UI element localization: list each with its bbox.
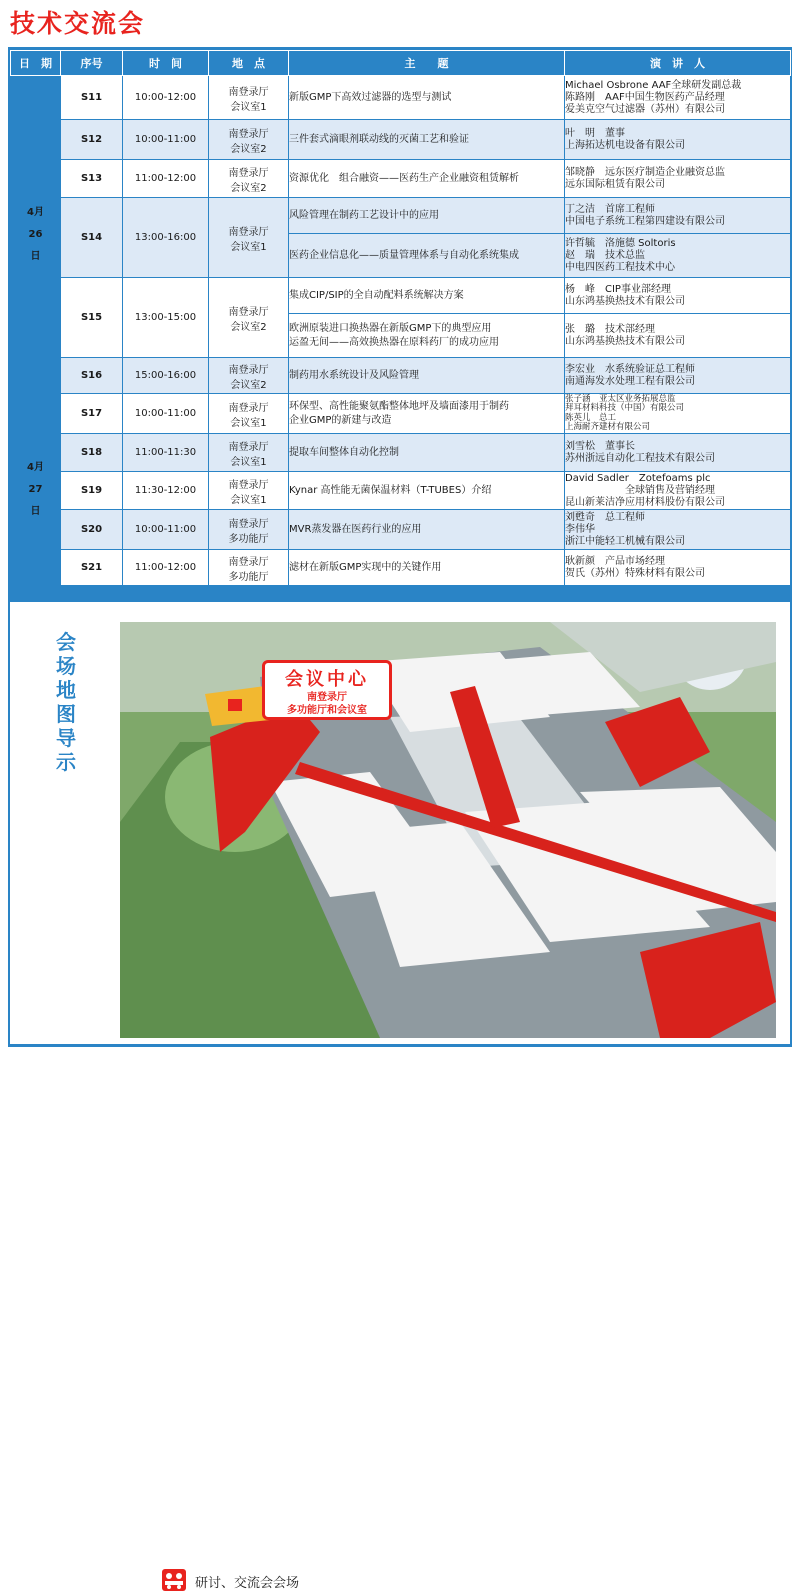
session-room: 南登录厅 会议室1 bbox=[209, 434, 289, 472]
table-row bbox=[11, 160, 791, 198]
session-topic: 提取车间整体自动化控制 bbox=[289, 434, 565, 472]
session-room: 南登录厅 多功能厅 bbox=[209, 550, 289, 586]
table-row bbox=[11, 120, 791, 160]
session-topic: 滤材在新版GMP实现中的关键作用 bbox=[289, 550, 565, 586]
session-room: 南登录厅 会议室1 bbox=[209, 76, 289, 120]
session-time: 11:00-11:30 bbox=[123, 434, 209, 472]
session-time: 11:00-12:00 bbox=[123, 160, 209, 198]
session-topic: 集成CIP/SIP的全自动配料系统解决方案 bbox=[289, 278, 565, 314]
session-speaker: 张子涵 亚太区业务拓展总监 拜耳材料科技（中国）有限公司 陈英儿 总工 上海耐齐建材有限公司 bbox=[565, 394, 791, 434]
session-code: S13 bbox=[61, 160, 123, 198]
session-code: S18 bbox=[61, 434, 123, 472]
session-code: S16 bbox=[61, 358, 123, 394]
meeting-room-icon bbox=[161, 1568, 187, 1596]
session-room: 南登录厅 会议室1 bbox=[209, 198, 289, 278]
date-cell-day1: 4月26日 bbox=[11, 76, 61, 394]
session-time: 10:00-11:00 bbox=[123, 394, 209, 434]
table-row bbox=[11, 394, 791, 434]
table-row bbox=[11, 278, 791, 314]
session-code: S12 bbox=[61, 120, 123, 160]
callout-title: 会议中心 bbox=[285, 669, 369, 690]
session-time: 13:00-16:00 bbox=[123, 198, 209, 278]
table-row bbox=[11, 76, 791, 120]
session-room: 南登录厅 会议室2 bbox=[209, 160, 289, 198]
table-row bbox=[11, 358, 791, 394]
session-topic: 医药企业信息化——质量管理体系与自动化系统集成 bbox=[289, 234, 565, 278]
legend-label: 研讨、交流会会场 bbox=[195, 1576, 300, 1591]
session-room: 南登录厅 会议室2 bbox=[209, 278, 289, 358]
session-speaker: 邹晓静 远东医疗制造企业融资总监 远东国际租赁有限公司 bbox=[565, 160, 791, 198]
session-code: S20 bbox=[61, 510, 123, 550]
header-speaker: 演 讲 人 bbox=[565, 51, 791, 76]
session-speaker: 李宏业 水系统验证总工程师 南通海发水处理工程有限公司 bbox=[565, 358, 791, 394]
session-speaker: 许哲毓 洛施德 Soltoris 赵 瑞 技术总监 中电四医药工程技术中心 bbox=[565, 234, 791, 278]
session-room: 南登录厅 多功能厅 bbox=[209, 510, 289, 550]
session-speaker: 叶 明 董事 上海拓达机电设备有限公司 bbox=[565, 120, 791, 160]
session-topic: 资源优化 组合融资——医药生产企业融资租赁解析 bbox=[289, 160, 565, 198]
session-room: 南登录厅 会议室1 bbox=[209, 472, 289, 510]
session-speaker: David Sadler Zotefoams plc 全球销售及营销经理 昆山新莱洁净应用材料股份有限公司 bbox=[565, 472, 791, 510]
session-speaker: 刘雪松 董事长 苏州浙远自动化工程技术有限公司 bbox=[565, 434, 791, 472]
session-topic: 风险管理在制药工艺设计中的应用 bbox=[289, 198, 565, 234]
session-speaker: 丁之洁 首席工程师 中国电子系统工程第四建设有限公司 bbox=[565, 198, 791, 234]
session-speaker: 张 璐 技术部经理 山东鸿基换热技术有限公司 bbox=[565, 314, 791, 358]
table-header-row bbox=[11, 51, 791, 76]
session-code: S11 bbox=[61, 76, 123, 120]
session-time: 10:00-11:00 bbox=[123, 120, 209, 160]
session-time: 11:30-12:00 bbox=[123, 472, 209, 510]
table-row bbox=[11, 550, 791, 586]
table-row bbox=[11, 434, 791, 472]
table-row bbox=[11, 510, 791, 550]
header-date: 日 期 bbox=[11, 51, 61, 76]
session-time: 10:00-11:00 bbox=[123, 510, 209, 550]
session-code: S15 bbox=[61, 278, 123, 358]
date-cell-day2: 4月27日 bbox=[11, 394, 61, 586]
session-time: 15:00-16:00 bbox=[123, 358, 209, 394]
session-topic: Kynar 高性能无菌保温材料（T-TUBES）介绍 bbox=[289, 472, 565, 510]
session-room: 南登录厅 会议室1 bbox=[209, 394, 289, 434]
session-topic: 环保型、高性能聚氨酯整体地坪及墙面漆用于制药 企业GMP的新建与改造 bbox=[289, 394, 565, 434]
session-code: S17 bbox=[61, 394, 123, 434]
header-code: 序号 bbox=[61, 51, 123, 76]
session-speaker: 刘甦奇 总工程师 李伟华 浙江中能轻工机械有限公司 bbox=[565, 510, 791, 550]
session-speaker: 杨 峰 CIP事业部经理 山东鸿基换热技术有限公司 bbox=[565, 278, 791, 314]
table-row bbox=[11, 198, 791, 234]
schedule-frame bbox=[8, 47, 792, 1591]
session-topic: 新版GMP下高效过滤器的选型与测试 bbox=[289, 76, 565, 120]
session-time: 10:00-12:00 bbox=[123, 76, 209, 120]
session-speaker: 耿新颜 产品市场经理 贺氏（苏州）特殊材料有限公司 bbox=[565, 550, 791, 586]
session-topic: 制药用水系统设计及风险管理 bbox=[289, 358, 565, 394]
callout-line1: 南登录厅 bbox=[307, 692, 347, 703]
session-topic: 欧洲原装进口换热器在新版GMP下的典型应用 运盈无间——高效换热器在原料药厂的成功应用 bbox=[289, 314, 565, 358]
session-time: 13:00-15:00 bbox=[123, 278, 209, 358]
callout-line2: 多功能厅和会议室 bbox=[287, 705, 367, 716]
map-side-title: 会场地图导示 bbox=[56, 630, 76, 774]
session-topic: MVR蒸发器在医药行业的应用 bbox=[289, 510, 565, 550]
session-code: S14 bbox=[61, 198, 123, 278]
session-time: 11:00-12:00 bbox=[123, 550, 209, 586]
header-topic: 主 题 bbox=[289, 51, 565, 76]
table-row bbox=[11, 472, 791, 510]
header-room: 地 点 bbox=[209, 51, 289, 76]
page-title: 技术交流会 bbox=[10, 9, 146, 38]
venue-aerial-map bbox=[120, 622, 776, 1038]
session-room: 南登录厅 会议室2 bbox=[209, 120, 289, 160]
session-code: S19 bbox=[61, 472, 123, 510]
session-room: 南登录厅 会议室2 bbox=[209, 358, 289, 394]
session-speaker: Michael Osbrone AAF全球研发副总裁 陈路刚 AAF中国生物医药产品经理 爱美克空气过滤器（苏州）有限公司 bbox=[565, 76, 791, 120]
venue-map-panel bbox=[10, 602, 790, 1591]
session-code: S21 bbox=[61, 550, 123, 586]
header-time: 时 间 bbox=[123, 51, 209, 76]
map-legend bbox=[153, 1564, 333, 1596]
conference-center-callout bbox=[262, 660, 392, 720]
schedule-table bbox=[10, 50, 791, 586]
session-topic: 三件套式滴眼剂联动线的灭菌工艺和验证 bbox=[289, 120, 565, 160]
